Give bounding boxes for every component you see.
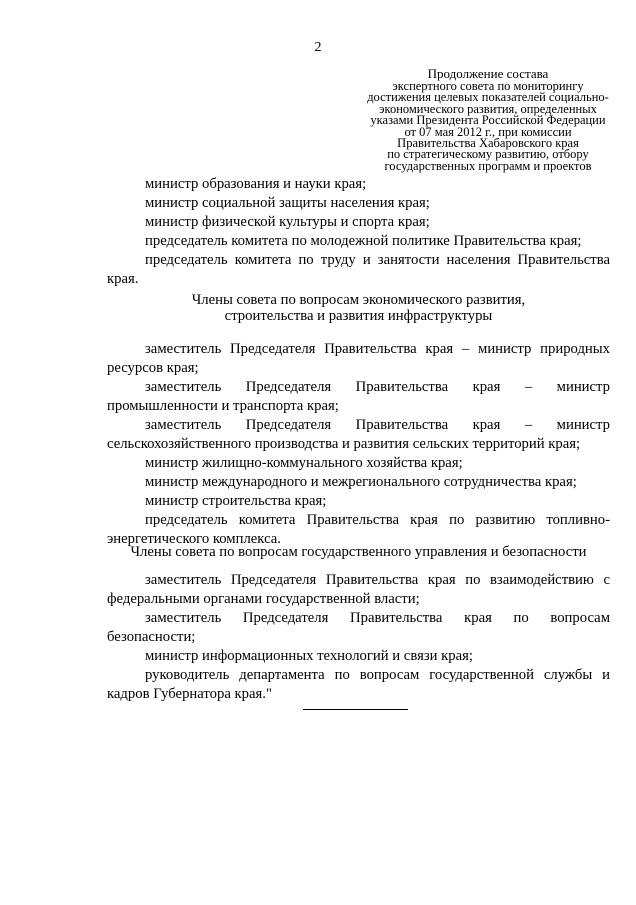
page-number: 2: [314, 40, 322, 55]
header-line: по стратегическому развитию, отбору: [387, 147, 589, 162]
member-item: министр строительства края;: [145, 493, 327, 509]
member-item: министр физической культуры и спорта края;: [145, 214, 430, 230]
section-2-list: [107, 340, 610, 549]
member-item: председатель комитета по труду и занятости населения Правительства края.: [107, 252, 610, 287]
member-item: министр жилищно-коммунального хозяйства края;: [145, 455, 463, 471]
section-3-list: [107, 571, 610, 704]
header-line: от 07 мая 2012 г., при комиссии: [404, 124, 572, 139]
member-item: руководитель департамента по вопросам государственной службы и кадров Губернатора края.": [107, 667, 610, 702]
section-2-title: [107, 293, 610, 324]
member-item: министр международного и межрегионального сотрудничества края;: [145, 474, 577, 490]
member-item: заместитель Председателя Правительства края – министр сельскохозяйственного производства и развития сельских территорий края;: [107, 417, 610, 452]
member-item: заместитель Председателя Правительства края – министр промышленности и транспорта края;: [107, 379, 610, 414]
section-title-line: Члены совета по вопросам экономического развития,: [191, 292, 526, 308]
header-line: государственных программ и проектов: [384, 158, 592, 173]
header-line: экспертного совета по мониторингу: [392, 79, 584, 93]
member-item: министр социальной защиты населения края;: [145, 195, 430, 211]
member-item: заместитель Председателя Правительства края по взаимодействию с федеральными органами государственной власти;: [107, 572, 610, 607]
header-line: достижения целевых показателей социально-: [367, 90, 609, 105]
member-item: председатель комитета Правительства края по развитию топливно-энергетического комплекса.: [107, 512, 610, 547]
member-item: председатель комитета по молодежной политике Правительства края;: [145, 233, 582, 249]
section-3-title: [107, 545, 610, 561]
member-item: заместитель Председателя Правительства края по вопросам безопасности;: [107, 610, 610, 645]
appendix-header: [360, 67, 616, 172]
member-item: министр образования и науки края;: [145, 176, 367, 192]
header-line: экономического развития, определенных: [379, 101, 597, 116]
section-1-list: [107, 175, 610, 289]
section-title-line: строительства и развития инфраструктуры: [224, 307, 493, 324]
member-item: министр информационных технологий и связи края;: [145, 648, 473, 664]
header-line: Продолжение состава: [427, 66, 549, 81]
header-line: указами Президента Российской Федерации: [370, 113, 606, 128]
member-item: заместитель Председателя Правительства края – министр природных ресурсов края;: [107, 341, 610, 376]
end-divider: [303, 709, 408, 710]
section-title-line: Члены совета по вопросам государственного управления и безопасности: [130, 544, 587, 560]
header-line: Правительства Хабаровского края: [397, 136, 579, 151]
